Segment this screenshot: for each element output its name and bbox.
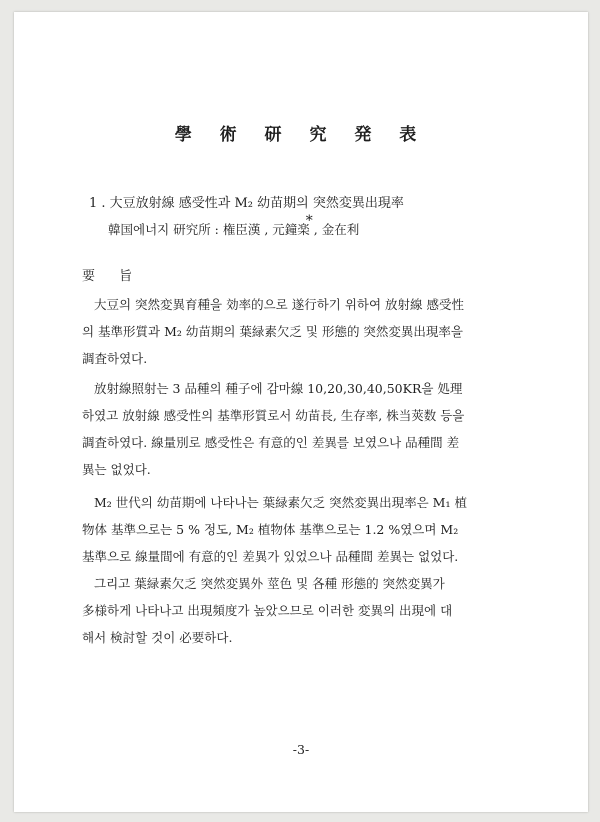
page-number: -3- — [292, 742, 310, 757]
author-asterisk: * — [305, 213, 313, 229]
body-line: 해서 検討할 것이 必要하다. — [82, 630, 233, 645]
body-line: 하였고 放射線 感受性의 基準形質로서 幼苗長, 生存率, 株当莢数 등을 — [82, 408, 465, 423]
section-label: 要 旨 — [82, 269, 143, 284]
body-line: 放射線照射는 3 品種의 種子에 감마線 10,20,30,40,50KR을 処理 — [94, 381, 463, 396]
body-line: 基準으로 線量間에 有意的인 差異가 있었으나 品種間 差異는 없었다. — [82, 549, 459, 564]
author-affiliation — [108, 213, 360, 238]
body-line: 의 基準形質과 M₂ 幼苗期의 葉緑素欠乏 및 形態的 突然変異出現率을 — [82, 324, 463, 339]
paper-heading: 1 . 大豆放射線 感受性과 M₂ 幼苗期의 突然変異出現率 — [89, 196, 404, 211]
body-line: 大豆의 突然変異育種을 効率的으로 遂行하기 위하여 放射線 感受性 — [94, 297, 465, 312]
body-line: 調査하였다. 線量別로 感受性은 有意的인 差異를 보였으나 品種間 差 — [82, 435, 460, 450]
body-line: 그리고 葉緑素欠乏 突然変異外 莖色 및 各種 形態的 突然変異가 — [94, 576, 445, 591]
document-page — [14, 12, 588, 812]
body-line: M₂ 世代의 幼苗期에 나타나는 葉緑素欠乏 突然変異出現率은 M₁ 植 — [94, 495, 467, 510]
body-line: 調査하였다. — [82, 351, 148, 366]
body-line: 異는 없었다. — [82, 462, 151, 477]
affiliation-tail: , 金在利 — [313, 222, 360, 237]
affiliation-text: 韓国에너지 研究所 : 権臣漢 , 元鐘楽 — [108, 222, 310, 237]
body-line: 多様하게 나타나고 出現頻度가 높았으므로 이러한 変異의 出現에 대 — [82, 603, 453, 618]
page-title: 學 術 研 究 発 表 — [174, 125, 428, 145]
body-line: 物体 基準으로는 5 % 정도, M₂ 植物体 基準으로는 1.2 %였으며 M₂ — [82, 522, 459, 537]
